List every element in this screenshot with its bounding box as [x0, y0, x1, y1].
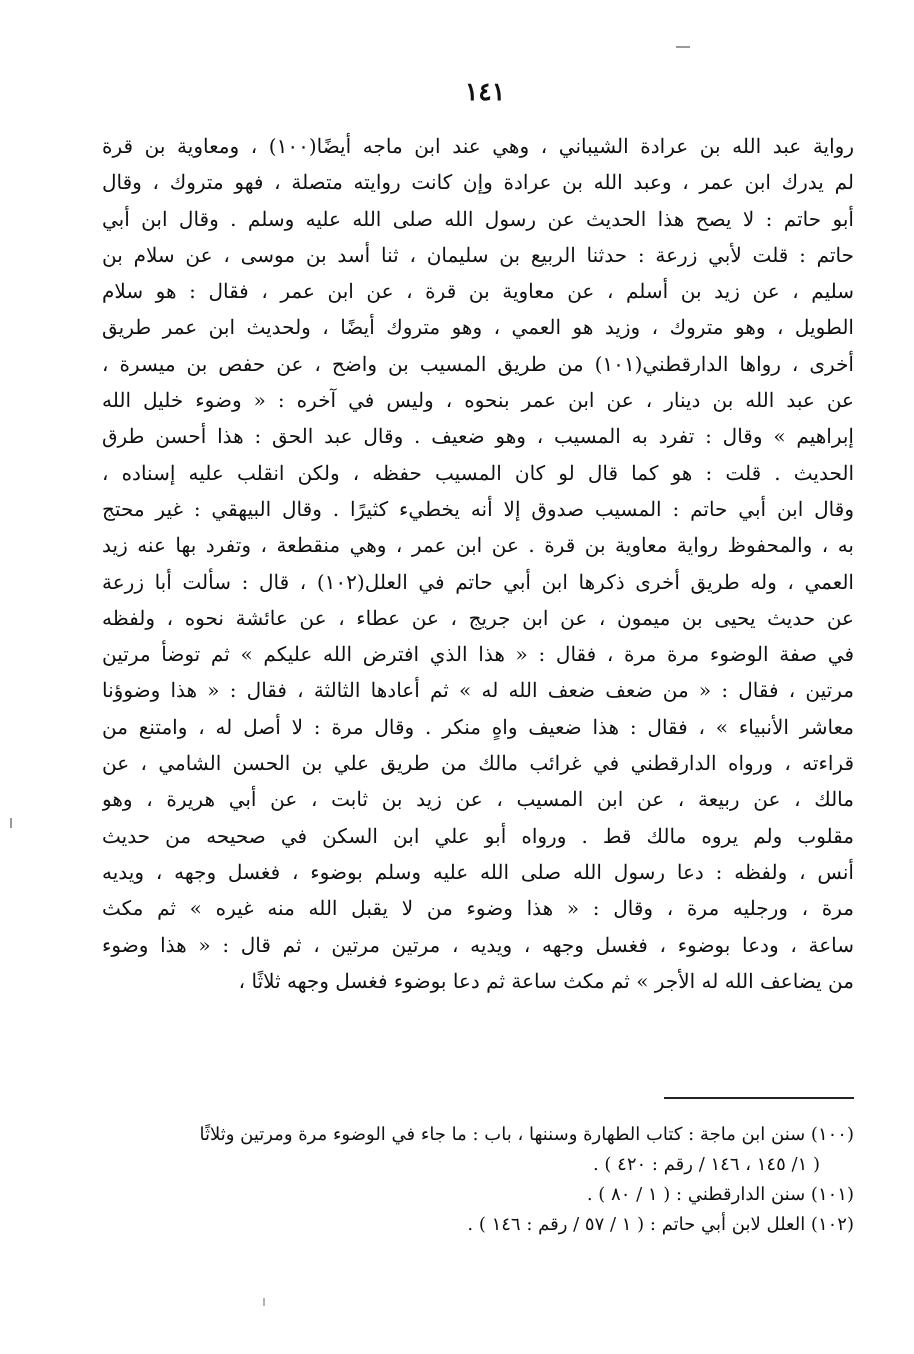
scan-artifact-mark: [676, 46, 690, 48]
text-line: الحديث . قلت : هو كما قال لو كان المسيب حفظه ، ولكن انقلب عليه إسناده ،: [102, 460, 854, 485]
main-text-block: [102, 128, 854, 999]
text-line: مالك ، عن ربيعة ، عن ابن المسيب ، عن زيد بن ثابت ، عن أبي هريرة ، وهو: [102, 787, 854, 812]
footnote-divider: [664, 1097, 854, 1099]
footnote-line: ( ١/ ١٤٥ ، ١٤٦ / رقم : ٤٢٠ ) .: [592, 1154, 820, 1175]
text-line: أبو حاتم : لا يصح هذا الحديث عن رسول الله صلى الله عليه وسلم . وقال ابن أبي: [102, 206, 854, 231]
text-line: قراءته ، ورواه الدارقطني في غرائب مالك من طريق علي بن الحسن الشامي ، عن: [102, 751, 854, 776]
text-line: حاتم : قلت لأبي زرعة : حدثنا الربيع بن سليمان ، ثنا أسد بن موسى ، عن سلام بن: [102, 242, 854, 267]
text-line: وقال ابن أبي حاتم : المسيب صدوق إلا أنه يخطيء كثيرًا . وقال البيهقي : غير محتج: [102, 496, 854, 521]
text-line: من يضاعف الله له الأجر » ثم مكث ساعة ثم دعا بوضوء فغسل وجهه ثلاثًا ،: [238, 968, 854, 993]
text-line: أنس ، ولفظه : دعا رسول الله صلى الله عليه وسلم بوضوء ، فغسل وجهه ، ويديه: [102, 859, 854, 884]
footnote-line: (١٠٠) سنن ابن ماجة : كتاب الطهارة وسننها ، باب : ما جاء في الوضوء مرة ومرتين وثلاثًا: [199, 1124, 854, 1145]
footnotes-block: [90, 1120, 854, 1240]
scan-artifact-mark: [10, 818, 12, 828]
text-line: إبراهيم » وقال : تفرد به المسيب ، وهو ضعيف . وقال عبد الحق : هذا أحسن طرق: [102, 424, 854, 449]
text-line: مرتين ، فقال : « من ضعف ضعف الله له » ثم أعادها الثالثة ، فقال : « هذا وضوؤنا: [102, 678, 854, 703]
page-number: ١٤١: [464, 77, 506, 106]
footnote-line: (١٠١) سنن الدارقطني : ( ١ / ٨٠ ) .: [586, 1184, 854, 1205]
text-line: عن حديث يحيى بن ميمون ، عن ابن جريج ، عن عطاء ، عن عائشة نحوه ، ولفظه: [102, 605, 854, 630]
scan-artifact-mark: [263, 1298, 265, 1306]
text-line: معاشر الأنبياء » ، فقال : هذا ضعيف واهٍ منكر . وقال مرة : لا أصل له ، وامتنع من: [102, 714, 854, 739]
text-line: به ، والمحفوظ رواية معاوية بن قرة . عن ابن عمر ، وهي منقطعة ، وتفرد بها عنه زيد: [102, 533, 854, 558]
text-line: أخرى ، رواها الدارقطني(١٠١) من طريق المسيب بن واضح ، عن حفص بن ميسرة ،: [102, 351, 854, 376]
text-line: لم يدرك ابن عمر ، وعبد الله بن عرادة وإن كانت روايته متصلة ، فهو متروك ، وقال: [102, 170, 854, 195]
text-line: مقلوب ولم يروه مالك قط . ورواه أبو علي ابن السكن في صحيحه من حديث: [102, 823, 854, 848]
text-line: العمي ، وله طريق أخرى ذكرها ابن أبي حاتم في العلل(١٠٢) ، قال : سألت أبا زرعة: [102, 569, 854, 594]
footnote-line: (١٠٢) العلل لابن أبي حاتم : ( ١ / ٥٧ / رقم : ١٤٦ ) .: [467, 1214, 854, 1235]
text-line: سليم ، عن زيد بن أسلم ، عن معاوية بن قرة ، عن ابن عمر ، فقال : هو سلام: [102, 279, 854, 304]
text-line: عن عبد الله بن دينار ، عن ابن عمر بنحوه ، وليس في آخره : « وضوء خليل الله: [102, 388, 854, 413]
text-line: الطويل ، وهو متروك ، وزيد هو العمي ، وهو متروك أيضًا ، ولحديث ابن عمر طريق: [102, 315, 854, 340]
text-line: رواية عبد الله بن عرادة الشيباني ، وهي عند ابن ماجه أيضًا(١٠٠) ، ومعاوية بن قرة: [102, 134, 854, 158]
text-line: مرة ، ورجليه مرة ، وقال : « هذا وضوء من لا يقبل الله منه غيره » ثم مكث: [102, 896, 854, 921]
text-line: ساعة ، ودعا بوضوء ، فغسل وجهه ، ويديه ، مرتين مرتين ، ثم قال : « هذا وضوء: [102, 932, 854, 957]
text-line: في صفة الوضوء مرة مرة ، فقال : « هذا الذي افترض الله عليكم » ثم توضأ مرتين: [102, 642, 854, 667]
